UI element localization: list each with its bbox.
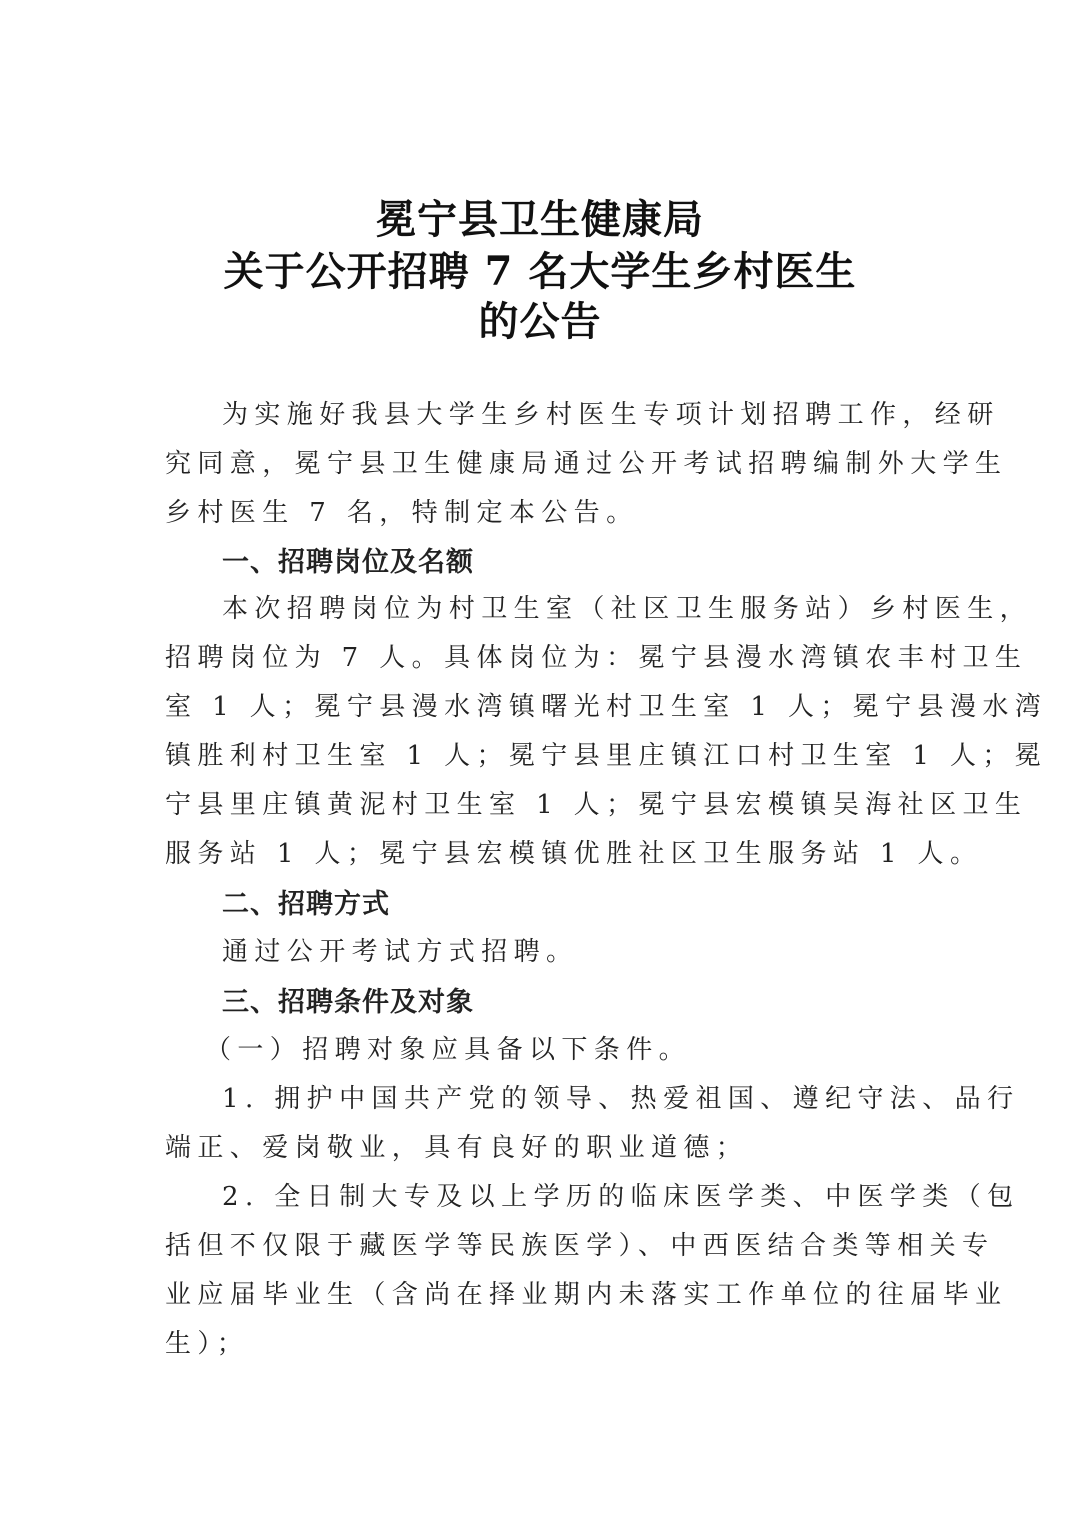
intro-paragraph-line: 为实施好我县大学生乡村医生专项计划招聘工作，经研	[222, 400, 1000, 430]
section-3-subheading: （一）招聘对象应具备以下条件。	[205, 1035, 692, 1065]
section-heading-positions: 一、招聘岗位及名额	[222, 547, 474, 578]
document-title-line-3: 的公告	[478, 298, 602, 345]
section-heading-conditions: 三、招聘条件及对象	[222, 987, 474, 1018]
section-1-line: 室 1 人；冕宁县漫水湾镇曙光村卫生室 1 人；冕宁县漫水湾	[165, 692, 1048, 722]
section-1-line: 招聘岗位为 7 人。具体岗位为：冕宁县漫水湾镇农丰村卫生	[165, 643, 1028, 673]
section-1-line: 服务站 1 人；冕宁县宏模镇优胜社区卫生服务站 1 人。	[165, 839, 983, 869]
condition-item-1-line: 1. 拥护中国共产党的领导、热爱祖国、遵纪守法、品行	[222, 1084, 1020, 1114]
section-1-line: 宁县里庄镇黄泥村卫生室 1 人；冕宁县宏模镇吴海社区卫生	[165, 790, 1028, 820]
section-2-line: 通过公开考试方式招聘。	[222, 937, 579, 967]
document-title-line-2: 关于公开招聘 7 名大学生乡村医生	[223, 248, 857, 295]
section-heading-method: 二、招聘方式	[222, 889, 390, 920]
condition-item-2-line: 业应届毕业生（含尚在择业期内未落实工作单位的往届毕业	[165, 1280, 1008, 1310]
intro-paragraph-line: 究同意，冕宁县卫生健康局通过公开考试招聘编制外大学生	[165, 449, 1008, 479]
condition-item-2-line: 2. 全日制大专及以上学历的临床医学类、中医学类（包	[222, 1182, 1020, 1212]
condition-item-1-line: 端正、爱岗敬业，具有良好的职业道德；	[165, 1133, 749, 1163]
condition-item-2-line: 括但不仅限于藏医学等民族医学）、中西医结合类等相关专	[165, 1231, 995, 1261]
section-1-line: 本次招聘岗位为村卫生室（社区卫生服务站）乡村医生，	[222, 594, 1033, 624]
condition-item-2-line: 生）；	[165, 1329, 250, 1359]
intro-paragraph-line: 乡村医生 7 名，特制定本公告。	[165, 498, 639, 528]
document-title-line-1: 冕宁县卫生健康局	[376, 196, 704, 243]
section-1-line: 镇胜利村卫生室 1 人；冕宁县里庄镇江口村卫生室 1 人；冕	[165, 741, 1048, 771]
